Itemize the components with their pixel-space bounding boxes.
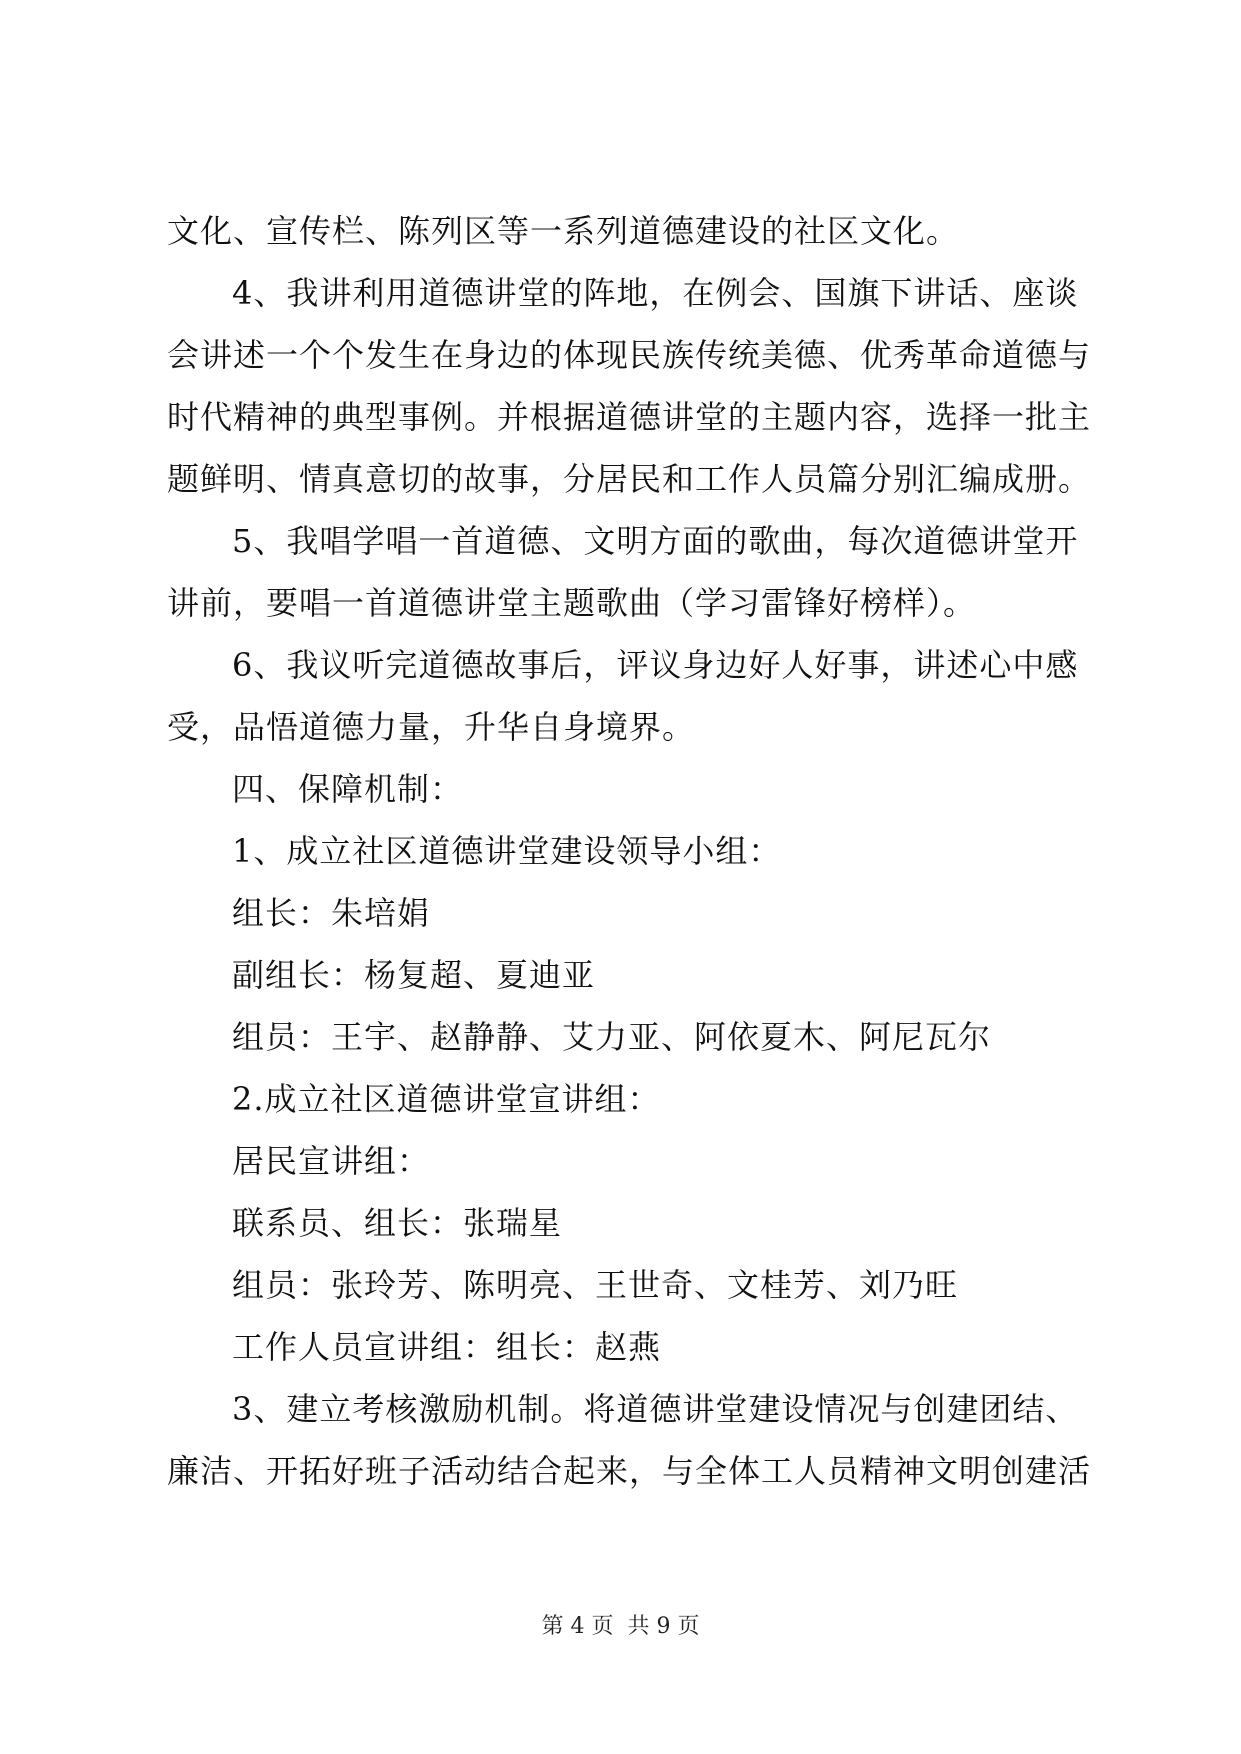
body-line-16: 居民宣讲组：: [232, 1142, 431, 1180]
body-line-3: 会讲述一个个发生在身边的体现民族传统美德、优秀革命道德与: [167, 336, 1092, 374]
body-line-9: 受，品悟道德力量，升华自身境界。: [167, 708, 696, 746]
body-line-12: 组长：朱培娟: [232, 894, 431, 932]
body-line-11: 1、成立社区道德讲堂建设领导小组：: [232, 832, 782, 870]
body-line-13: 副组长：杨复超、夏迪亚: [232, 956, 596, 994]
body-line-21: 廉洁、开拓好班子活动结合起来，与全体工人员精神文明创建活: [167, 1452, 1092, 1490]
body-line-4: 时代精神的典型事例。并根据道德讲堂的主题内容，选择一批主: [167, 398, 1092, 436]
section-heading: 四、保障机制：: [232, 770, 464, 808]
body-line-2: 4、我讲利用道德讲堂的阵地，在例会、国旗下讲话、座谈: [232, 274, 1079, 312]
body-line-18: 组员：张玲芳、陈明亮、王世奇、文桂芳、刘乃旺: [232, 1266, 959, 1304]
page-number-label: 第 4 页 共 9 页: [541, 1614, 700, 1639]
body-line-5: 题鲜明、情真意切的故事，分居民和工作人员篇分别汇编成册。: [167, 460, 1092, 498]
page-footer: [0, 1612, 1241, 1642]
body-line-14: 组员：王宇、赵静静、艾力亚、阿依夏木、阿尼瓦尔: [232, 1018, 992, 1056]
body-line-7: 讲前，要唱一首道德讲堂主题歌曲（学习雷锋好榜样）。: [167, 584, 977, 622]
document-body: [167, 200, 1092, 1502]
body-line-15: 2.成立社区道德讲堂宣讲组：: [232, 1080, 661, 1118]
body-line-20: 3、建立考核激励机制。将道德讲堂建设情况与创建团结、: [232, 1390, 1079, 1428]
body-line-17: 联系员、组长：张瑞星: [232, 1204, 563, 1242]
body-line-8: 6、我议听完道德故事后，评议身边好人好事，讲述心中感: [232, 646, 1079, 684]
body-line-1: 文化、宣传栏、陈列区等一系列道德建设的社区文化。: [167, 212, 960, 250]
body-line-6: 5、我唱学唱一首道德、文明方面的歌曲，每次道德讲堂开: [232, 522, 1079, 560]
body-line-19: 工作人员宣讲组：组长：赵燕: [232, 1328, 662, 1366]
